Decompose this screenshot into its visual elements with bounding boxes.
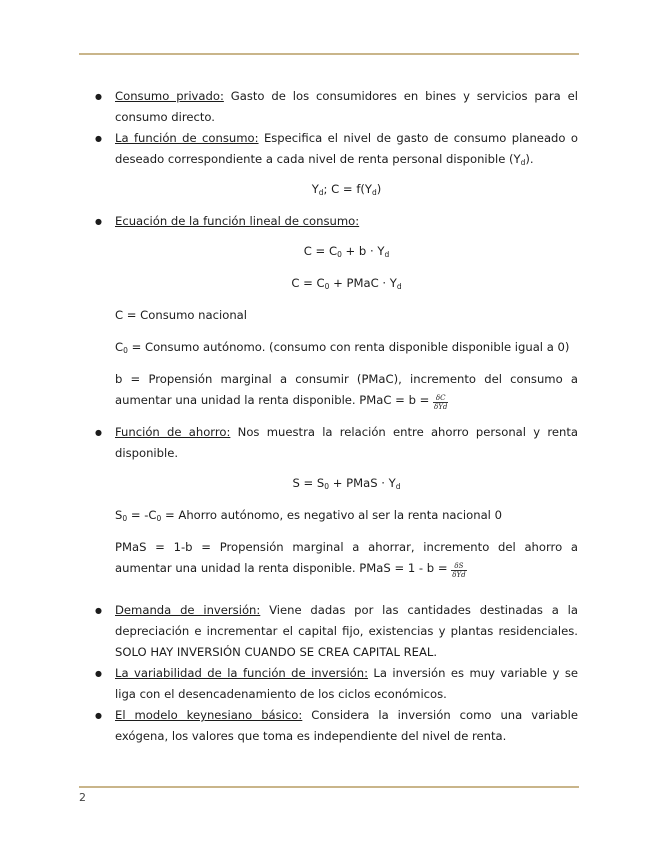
subscript: 0 <box>156 514 162 523</box>
subscript: 0 <box>123 346 128 355</box>
eq-part: + PMaS · Y <box>329 476 396 490</box>
def-part: S <box>115 508 123 522</box>
footer-rule <box>79 786 579 788</box>
def-part: = -C <box>127 508 157 522</box>
definition-c: C = Consumo nacional <box>115 308 247 322</box>
term-modelo-keynesiano: El modelo keynesiano básico: <box>115 708 303 722</box>
bullet-funcion-consumo <box>115 128 578 170</box>
subscript: d <box>396 282 402 291</box>
subscript: 0 <box>337 250 342 259</box>
equation-linear-consumption <box>115 241 578 262</box>
bullet-ecuacion-lineal <box>115 211 578 232</box>
text-funcion-ahorro: Nos muestra la relación entre ahorro personal y renta disponible. <box>115 425 578 460</box>
bullet-variabilidad-inversion <box>115 663 578 705</box>
subscript: 0 <box>122 514 128 523</box>
text-consumo-privado: Gasto de los consumidores en bines y servicios para el consumo directo. <box>115 89 579 124</box>
text-demanda-inversion: Viene dadas por las cantidades destinadas a la depreciación e incrementar el capital fijo, existencias y plantas residenciales. SOLO HAY INVERSIÓN CUANDO SE CREA CAPITAL REAL. <box>115 603 578 659</box>
definition-pmas <box>115 537 578 579</box>
eq-part: + b · Y <box>341 244 385 258</box>
bullet-consumo-privado <box>115 86 578 128</box>
text-funcion-consumo: Especifica el nivel de gasto de consumo planeado o deseado correspondiente a cada nivel de renta personal disponible (Y <box>115 131 578 166</box>
subscript: 0 <box>324 482 330 491</box>
subscript: d <box>395 482 401 491</box>
term-consumo-privado: Consumo privado: <box>115 89 224 103</box>
fraction-numerator: δS <box>451 562 466 571</box>
fraction-numerator: δC <box>433 394 448 403</box>
eq-part: ) <box>376 182 382 196</box>
bullet-demanda-inversion <box>115 600 578 663</box>
fraction-denominator: δYd <box>452 571 466 579</box>
eq-part: ; C = f(Y <box>323 182 373 196</box>
page-number: 2 <box>79 791 86 804</box>
equation-consumption-function <box>115 179 578 200</box>
term-variabilidad-inversion: La variabilidad de la función de inversión: <box>115 666 369 680</box>
term-demanda-inversion: Demanda de inversión: <box>115 603 261 617</box>
term-ecuacion-lineal: Ecuación de la función lineal de consumo: <box>115 214 360 228</box>
text-variabilidad-inversion: La inversión es muy variable y se liga con el desencadenamiento de los ciclos económicos. <box>115 666 578 701</box>
subscript: 0 <box>324 282 330 291</box>
text-tail: ). <box>525 152 534 166</box>
equation-savings <box>115 473 578 494</box>
equation-linear-consumption-pmac <box>115 273 578 294</box>
text-modelo-keynesiano: Considera la inversión como una variable exógena, los valores que toma es independiente del nivel de renta. <box>115 708 578 743</box>
definition-c0 <box>115 337 578 358</box>
term-funcion-ahorro: Función de ahorro: <box>115 425 231 439</box>
fraction-dc-dyd <box>433 394 448 411</box>
def-part: = Consumo autónomo. (consumo con renta disponible disponible igual a 0) <box>127 340 570 354</box>
term-funcion-consumo: La función de consumo: <box>115 131 259 145</box>
bullet-modelo-keynesiano <box>115 705 578 747</box>
spacer <box>115 590 578 600</box>
eq-part: S = S <box>292 476 325 490</box>
eq-part: C = C <box>303 244 338 258</box>
subscript: d <box>318 188 324 197</box>
def-part: C <box>115 340 124 354</box>
fraction-ds-dyd <box>451 562 466 579</box>
def-part: b = Propensión marginal a consumir (PMaC), incremento del consumo a aumentar una unidad la renta disponible. PMaC = b = <box>115 372 578 407</box>
bullet-funcion-ahorro <box>115 422 578 464</box>
eq-part: C = C <box>291 276 325 290</box>
eq-part: Y <box>311 182 319 196</box>
subscript: d <box>372 188 377 197</box>
fraction-denominator: δYd <box>434 403 448 411</box>
subscript: d <box>520 158 526 167</box>
header-rule <box>79 53 579 55</box>
def-part: PMaS = 1-b = Propensión marginal a ahorrar, incremento del ahorro a aumentar una unidad la renta disponible. PMaS = 1 - b = <box>115 540 578 575</box>
definition-b <box>115 369 578 411</box>
subscript: d <box>384 250 390 259</box>
definition-s0 <box>115 505 578 526</box>
eq-part: + PMaC · Y <box>329 276 397 290</box>
document-body <box>115 86 578 747</box>
def-part: = Ahorro autónomo, es negativo al ser la renta nacional 0 <box>161 508 502 522</box>
